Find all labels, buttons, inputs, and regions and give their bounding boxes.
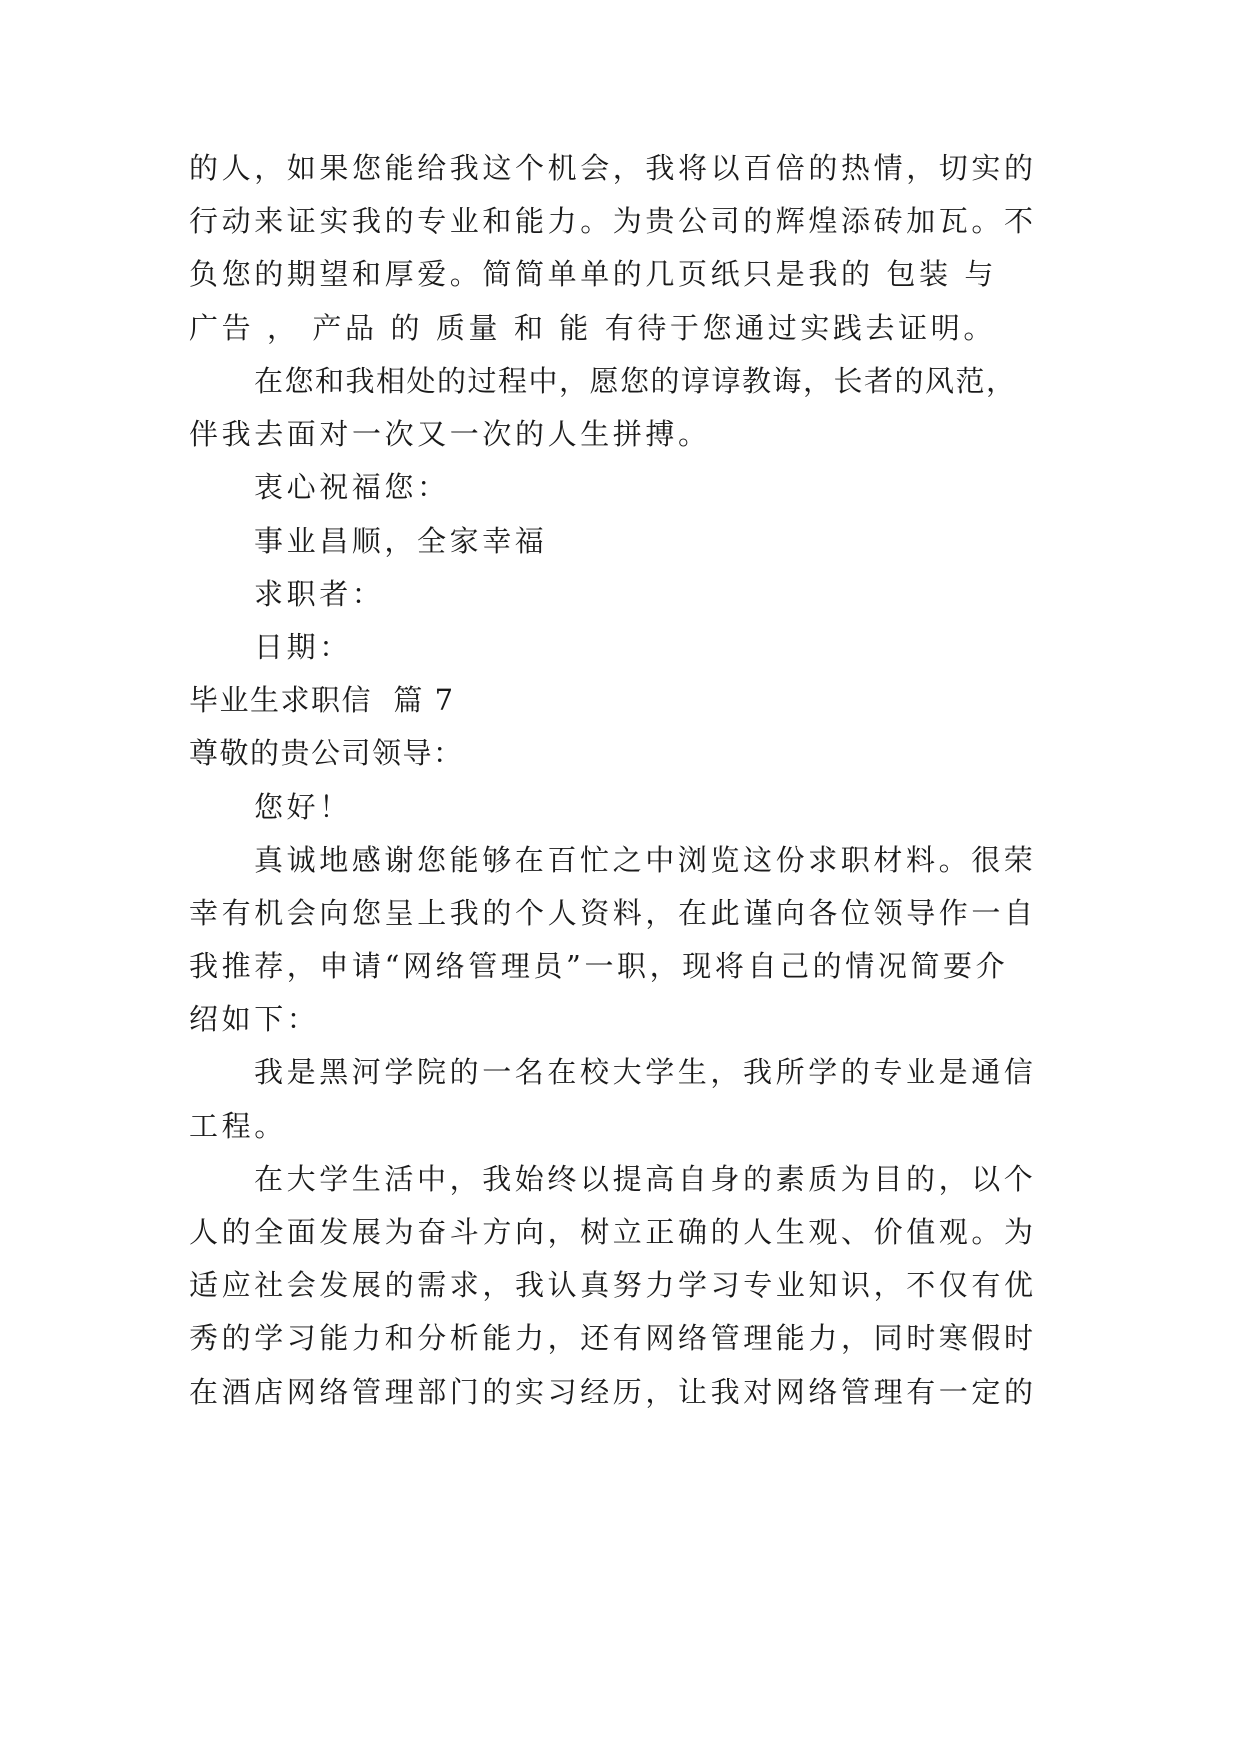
text-line: 适应社会发展的需求，我认真努力学习专业知识，不仅有优 <box>189 1268 1037 1302</box>
text-line: 真诚地感谢您能够在百忙之中浏览这份求职材料。很荣 <box>254 843 1037 877</box>
greeting: 您好！ <box>254 790 352 824</box>
text-line: 秀的学习能力和分析能力，还有网络管理能力，同时寒假时 <box>189 1321 1037 1355</box>
text-line: 行动来证实我的专业和能力。为贵公司的辉煌添砖加瓦。不 <box>189 204 1037 238</box>
text-line: 幸有机会向您呈上我的个人资料，在此谨向各位领导作一自 <box>189 896 1037 930</box>
text-line: 求职者： <box>254 577 385 611</box>
text-line: 的人，如果您能给我这个机会，我将以百倍的热情，切实的 <box>189 151 1037 185</box>
text-line: 广告 ， 产品 的 质量 和 能 有待于您通过实践去证明。 <box>189 311 996 345</box>
text-line: 伴我去面对一次又一次的人生拼搏。 <box>189 417 711 451</box>
text-line: 我推荐，申请“网络管理员”一职，现将自己的情况简要介 <box>189 949 1009 983</box>
text-line: 负您的期望和厚爱。简简单单的几页纸只是我的 包装 与 <box>189 257 998 291</box>
text-line: 工程。 <box>189 1109 287 1143</box>
text-line: 在您和我相处的过程中，愿您的谆谆教诲，长者的风范， <box>254 364 1017 398</box>
section-heading: 毕业生求职信 篇 7 <box>189 683 455 717</box>
text-line: 在大学生活中，我始终以提高自身的素质为目的，以个 <box>254 1162 1037 1196</box>
text-line: 在酒店网络管理部门的实习经历，让我对网络管理有一定的 <box>189 1375 1037 1409</box>
text-line: 绍如下： <box>189 1002 320 1036</box>
text-line: 事业昌顺，全家幸福 <box>254 524 548 558</box>
text-line: 人的全面发展为奋斗方向，树立正确的人生观、价值观。为 <box>189 1215 1037 1249</box>
text-line: 我是黑河学院的一名在校大学生，我所学的专业是通信 <box>254 1055 1037 1089</box>
text-line: 衷心祝福您： <box>254 470 450 504</box>
salutation: 尊敬的贵公司领导： <box>189 736 464 770</box>
text-line: 日期： <box>254 630 352 664</box>
